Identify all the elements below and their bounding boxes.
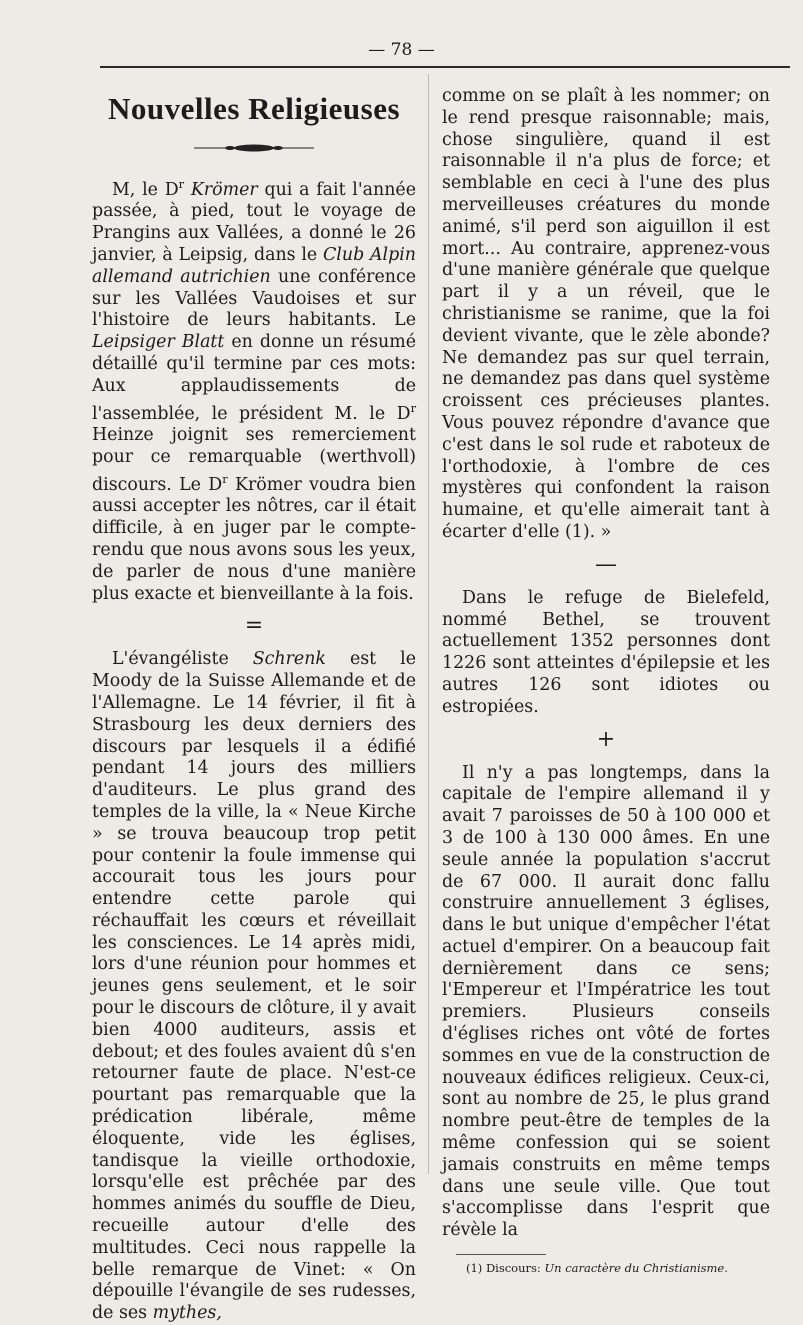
- text-run: Krömer: [190, 179, 258, 200]
- left-column: [92, 86, 416, 1325]
- text-run: r: [222, 472, 228, 486]
- text-run: r: [178, 177, 185, 191]
- text-run: M, le D: [112, 179, 179, 200]
- text-run: Dans le refuge de Bielefeld, nommé Bethel, se trouvent actuellement 1352 personnes dont 1226 sont atteintes d'épilepsie et les autres 126 sont idiotes ou estropiées.: [442, 587, 770, 717]
- paragraph-berlin-churches: [442, 763, 770, 1243]
- text-run: une conférence sur les Vallées Vaudoises et sur l'histoire de leurs habitants. Le: [92, 266, 416, 331]
- paragraph-kromer: [92, 174, 416, 606]
- top-rule: [100, 66, 790, 68]
- title-ornament-icon: [92, 138, 416, 160]
- footnote: [442, 1261, 770, 1275]
- text-run: Heinze joignit ses remerciement pour ce remarquable (werthvoll) discours. Le D: [92, 425, 416, 495]
- text-run: (1) Discours:: [466, 1261, 545, 1276]
- column-divider: [428, 74, 429, 1174]
- paragraph-vinet-quote: [442, 86, 770, 544]
- paragraph-schrenk: [92, 649, 416, 1325]
- text-run: Schrenk: [252, 649, 326, 670]
- text-run: r: [410, 401, 416, 415]
- section-separator: =: [244, 613, 264, 639]
- page-number: — 78 —: [368, 40, 435, 60]
- paragraph-bielefeld: [442, 588, 770, 719]
- text-run: Il n'y a pas longtemps, dans la capitale de l'empire allemand il y avait 7 paroisses de 50 à 100 000 et 3 de 100 à 130 000 âmes. En une seule année la population s'accrut de 67 000. Il aurait donc fallu construire annuellement 3 églises, dans le but unique d'empêcher l'état actuel d'empirer. On a beaucoup fait dernièrement dans ce sens; l'Empereur et l'Impératrice les tout premiers. Plusieurs conseils d'églises riches ont vôté de fortes sommes en vue de la construction de nouveaux édifices religieux. Ceux-ci, sont au nombre de 25, le plus grand nombre peut-être de temples de la même confession qui se soient jamais construits en même temps dans une seule ville. Que tout s'accomplisse dans l'esprit que révèle la: [442, 762, 770, 1241]
- section-separator: —: [595, 551, 617, 577]
- text-run: qui a fait l'année passée, à pied, tout le voyage de Prangins aux Vallées, a donné le 26 janvier, à Leipsig, dans le: [92, 179, 417, 265]
- text-run: L'évangéliste: [112, 649, 253, 670]
- article-title: Nouvelles Religieuses: [107, 91, 401, 126]
- right-column: [442, 86, 770, 1275]
- text-run: Club Alpin allemand autrichien: [92, 244, 416, 287]
- footnote-rule: [456, 1254, 546, 1255]
- text-run: Krömer voudra bien aussi accepter les nôtres, car il était difficile, à en juger par le compte-rendu que nous avons sous les yeux, de parler de nous d'une manière plus exacte et bienveillante à la fois.: [92, 474, 416, 604]
- text-run: [184, 180, 191, 200]
- text-run: mythes,: [152, 1303, 222, 1324]
- text-run: en donne un résumé détaillé qu'il termine par ces mots: Aux applaudissements de l'assemblée, le président M. le D: [92, 332, 416, 424]
- text-run: Un caractère du Christianisme.: [544, 1261, 728, 1276]
- text-run: Leipsiger Blatt: [92, 332, 225, 353]
- section-separator: +: [596, 726, 616, 752]
- text-run: comme on se plaît à les nommer; on le rend presque raisonnable; mais, chose singulière, quand il est raisonnable il n'a plus de force; et semblable en ceci à l'une des plus merveilleuses créatures du monde animé, s'il perd son aiguillon il est mort... Au contraire, apprenez-vous d'une manière générale que quelque part il y a un réveil, que le christianisme se ranime, que la foi devient vivante, que le zèle abonde? Ne demandez pas sur quel terrain, ne demandez pas dans quel système croissent ces précieuses plantes. Vous pouvez répondre d'avance que c'est dans le sol rude et raboteux de l'orthodoxie, à l'ombre de ces mystères qui confondent la raison humaine, et qu'elle aimerait tant à écarter d'elle (1). »: [442, 86, 770, 542]
- text-run: est le Moody de la Suisse Allemande et de l'Allemagne. Le 14 février, il fit à Strasbourg les deux derniers des discours par lesquels il a édifié pendant 14 jours des milliers d'auditeurs. Le plus grand des temples de la ville, la « Neue Kirche » se trouva beaucoup trop petit pour contenir la foule immense qui accourait tous les jours pour entendre cette parole qui réchauffait les cœurs et réveillait les consciences. Le 14 après midi, lors d'une réunion pour hommes et jeunes gens seulement, et le soir pour le discours de clôture, il y avait bien 4000 auditeurs, assis et debout; et des foules avaient dû s'en retourner faute de place. N'est-ce pourtant pas remarquable que la prédication libérale, même éloquente, vide les églises, tandisque la vieille orthodoxie, lorsqu'elle est prêchée par des hommes animés du souffle de Dieu, recueille autour d'elle des multitudes. Ceci nous rappelle la belle remarque de Vinet: « On dépouille l'évangile de ses rudesses, de ses: [92, 649, 416, 1324]
